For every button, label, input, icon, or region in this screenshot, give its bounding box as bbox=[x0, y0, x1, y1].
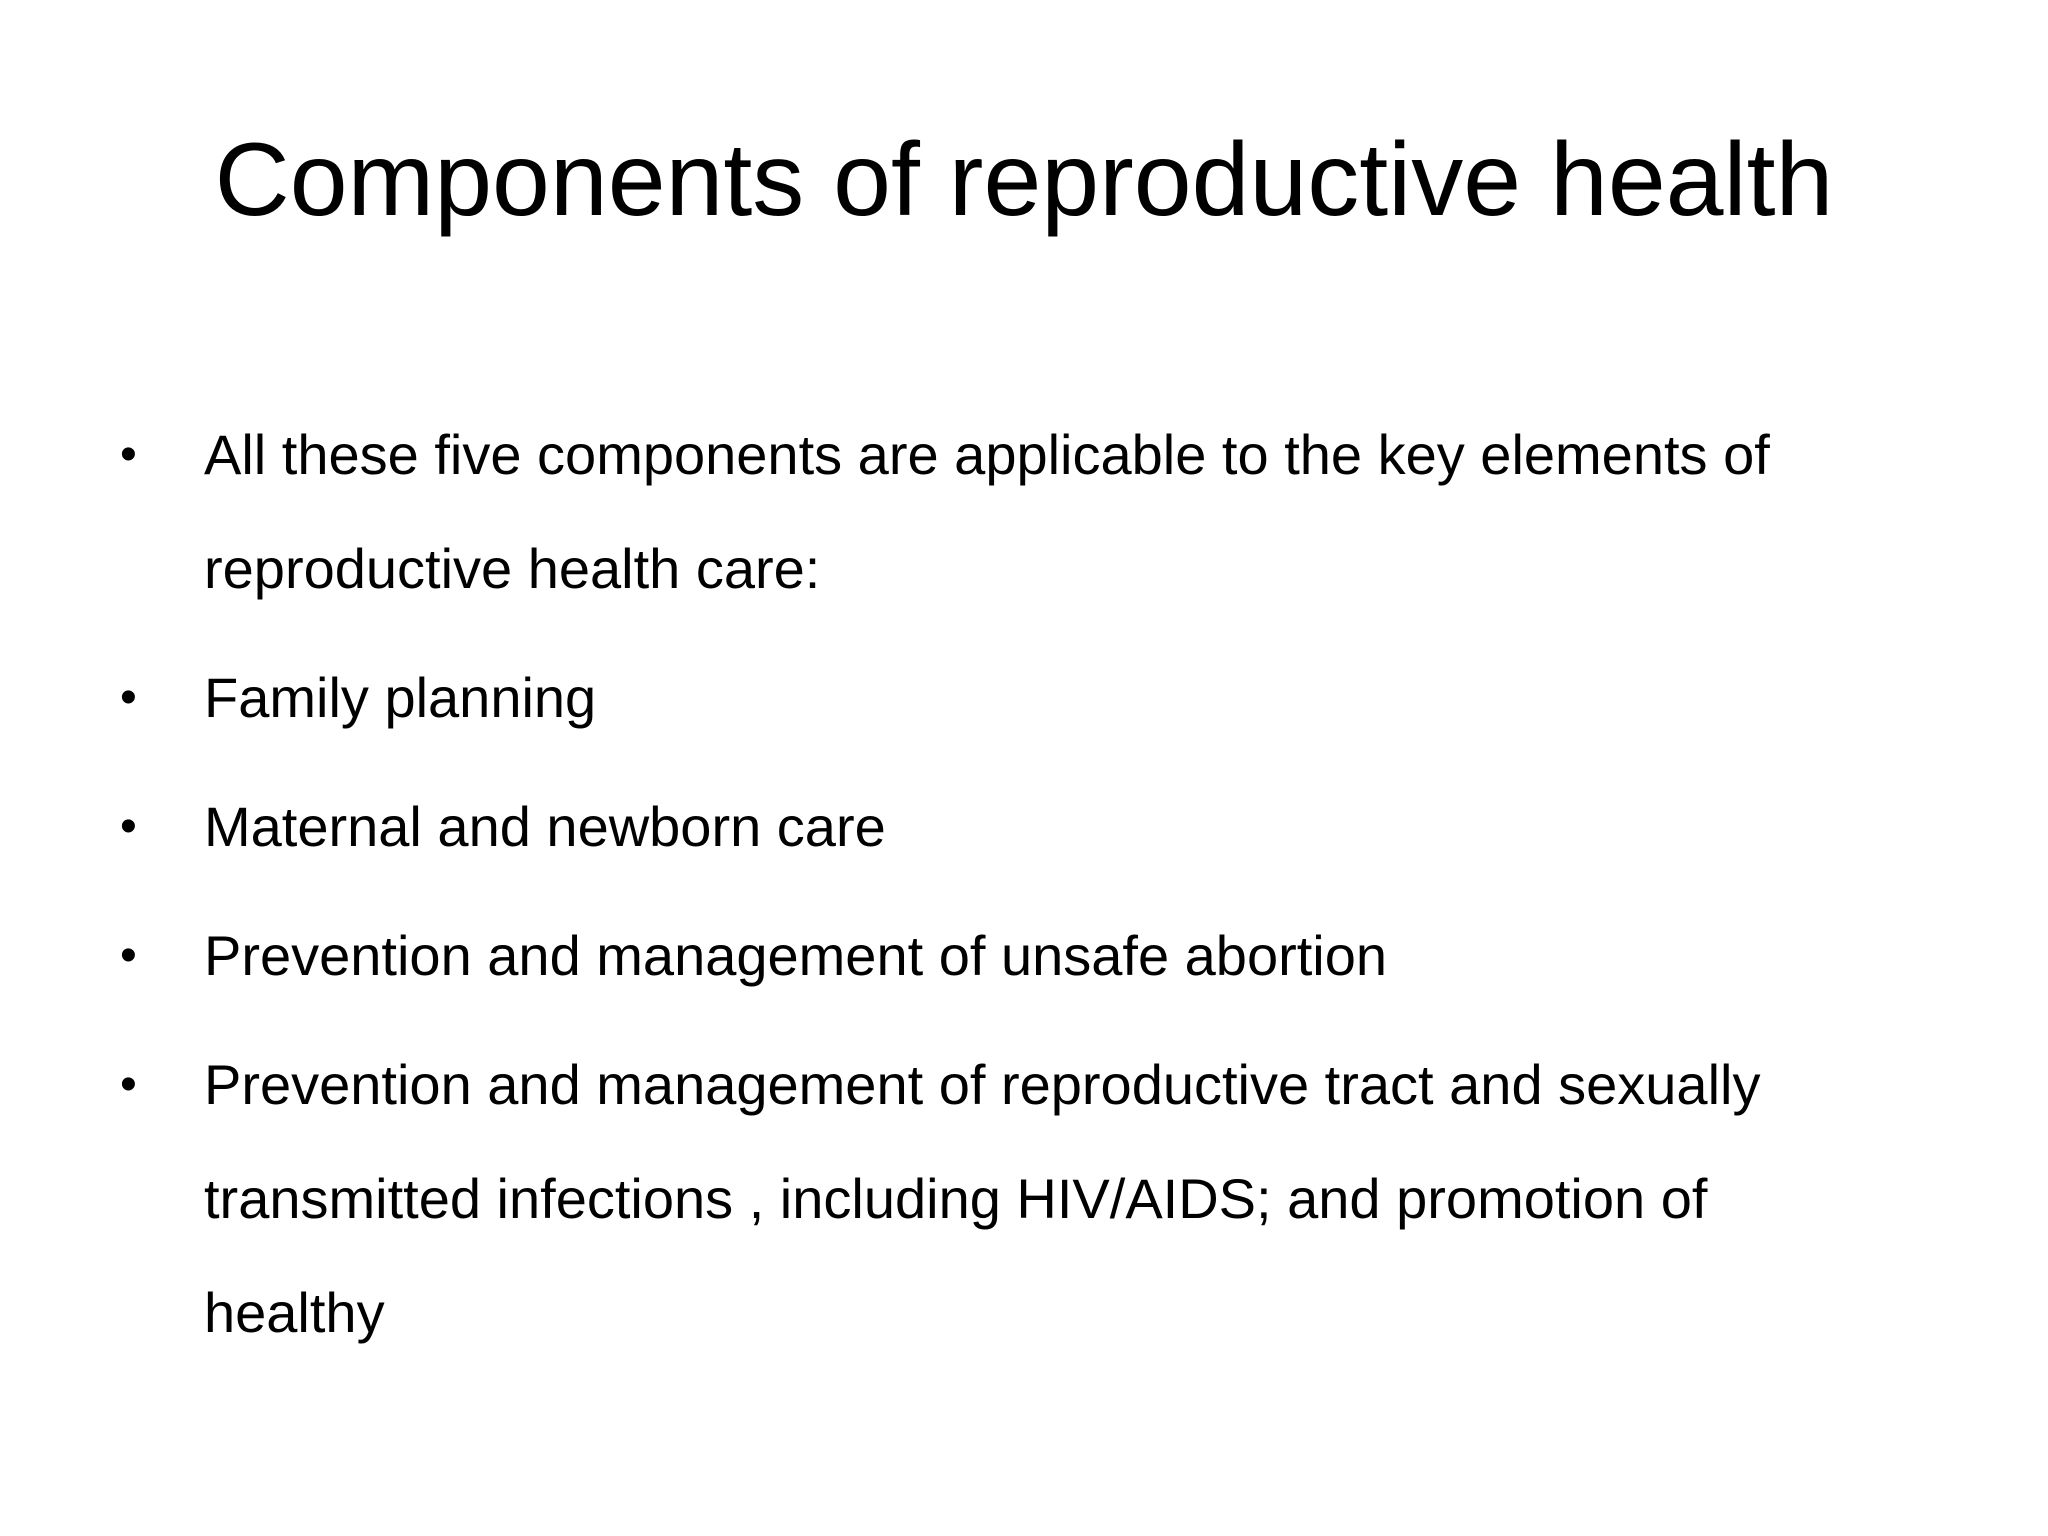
bullet-item bbox=[120, 641, 1880, 755]
bullet-text: Family planning bbox=[204, 666, 597, 729]
bullet-icon: • bbox=[120, 800, 137, 853]
bullet-item bbox=[120, 398, 1880, 626]
bullet-icon: • bbox=[120, 1058, 137, 1111]
bullet-text: All these five components are applicable to the key elements of reproductive health care: bbox=[204, 423, 1770, 600]
bullet-text: Prevention and management of reproductive tract and sexually transmitted infections , including HIV/AIDS; and promotion of healthy bbox=[204, 1053, 1761, 1344]
bullet-text: Maternal and newborn care bbox=[204, 795, 886, 858]
slide-title: Components of reproductive health bbox=[214, 122, 1834, 238]
bullet-list bbox=[120, 398, 1880, 1385]
bullet-text: Prevention and management of unsafe abortion bbox=[204, 924, 1388, 987]
bullet-item bbox=[120, 899, 1880, 1013]
bullet-item bbox=[120, 1028, 1880, 1370]
bullet-icon: • bbox=[120, 671, 137, 724]
bullet-icon: • bbox=[120, 929, 137, 982]
bullet-icon: • bbox=[120, 428, 137, 481]
bullet-item bbox=[120, 770, 1880, 884]
